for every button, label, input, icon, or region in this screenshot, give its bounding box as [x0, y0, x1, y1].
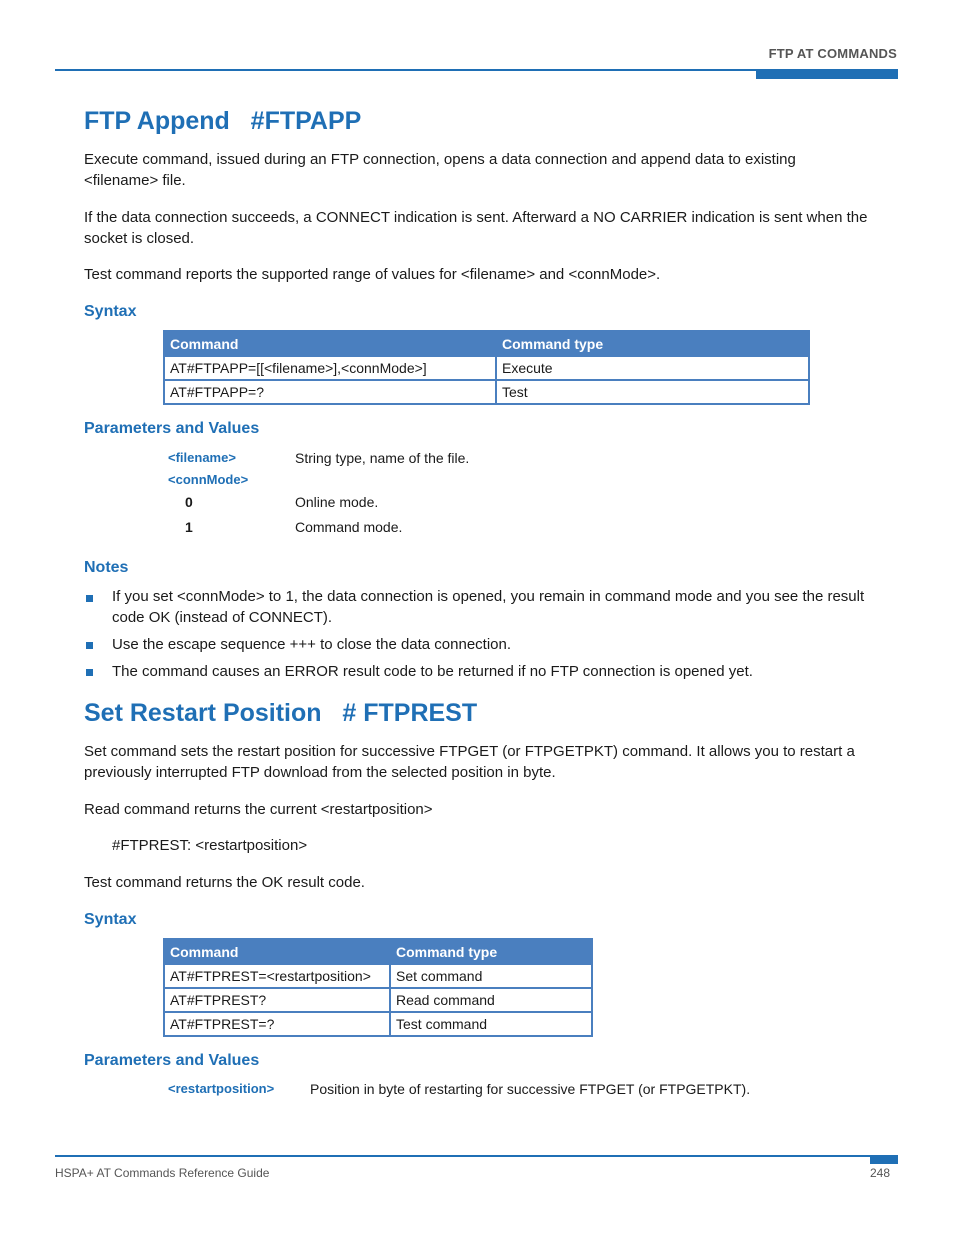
ftpapp-paragraph-2: If the data connection succeeds, a CONNECT indication is sent. Afterward a NO CARRIER indication is sent when the socket is closed. [84, 209, 868, 247]
ftpapp-paragraph-1: Execute command, issued during an FTP connection, opens a data connection and append data to existing <filename> file. [84, 151, 796, 189]
footer-accent-block [870, 1155, 898, 1164]
table-cell: Set command [390, 964, 592, 988]
ftprest-paragraph-1: Set command sets the restart position for successive FTPGET (or FTPGETPKT) command. It allows you to restart a previously interrupted FTP download from the selected position in byte. [84, 743, 855, 781]
footer-doc-title: HSPA+ AT Commands Reference Guide [55, 1166, 270, 1180]
ftprest-paragraph-2: Read command returns the current <restartposition> [84, 801, 433, 818]
table-header-row [164, 331, 809, 356]
table-cell: AT#FTPREST? [164, 988, 390, 1012]
table-cell: AT#FTPAPP=[[<filename>],<connMode>] [164, 356, 496, 380]
table-header-row [164, 939, 592, 964]
ftprest-syntax-table [163, 938, 593, 1037]
table-cell: Execute [496, 356, 809, 380]
table-cell: AT#FTPREST=<restartposition> [164, 964, 390, 988]
table-cell: Read command [390, 988, 592, 1012]
note-item: Use the escape sequence +++ to close the data connection. [112, 636, 512, 653]
param-value-desc: Command mode. [295, 519, 403, 535]
ftpapp-notes-heading: Notes [84, 559, 129, 576]
table-cell: Test [496, 380, 809, 404]
table-row [164, 988, 592, 1012]
param-name-connmode: <connMode> [168, 472, 249, 487]
param-desc-restartposition: Position in byte of restarting for successive FTPGET (or FTPGETPKT). [310, 1081, 751, 1097]
note-item: The command causes an ERROR result code to be returned if no FTP connection is opened yet. [112, 663, 753, 680]
table-row [164, 380, 809, 404]
param-value: 1 [185, 519, 193, 535]
note-item: If you set <connMode> to 1, the data connection is opened, you remain in command mode and you see the result code OK (instead of CONNECT). [112, 588, 865, 626]
ftpapp-syntax-heading: Syntax [84, 303, 137, 320]
param-name-filename: <filename> [168, 450, 236, 465]
ftpapp-paragraph-3: Test command reports the supported range of values for <filename> and <connMode>. [84, 266, 661, 283]
table-cell: Test command [390, 1012, 592, 1036]
param-value-desc: Online mode. [295, 494, 379, 510]
header-accent-block [756, 69, 898, 79]
ftprest-paragraph-3: Test command returns the OK result code. [84, 874, 365, 891]
table-cell: AT#FTPAPP=? [164, 380, 496, 404]
table-header-cell: Command type [496, 331, 809, 356]
running-header: FTP AT COMMANDS [768, 46, 897, 61]
section-title-ftpapp: FTP Append #FTPAPP [84, 107, 362, 135]
footer-rule [55, 1155, 898, 1157]
param-value: 0 [185, 494, 193, 510]
param-desc-filename: String type, name of the file. [295, 450, 470, 466]
table-header-cell: Command type [390, 939, 592, 964]
ftpapp-syntax-table [163, 330, 810, 405]
ftprest-params-heading: Parameters and Values [84, 1052, 260, 1069]
bullet-icon [86, 595, 93, 602]
ftpapp-params-heading: Parameters and Values [84, 420, 260, 437]
ftprest-response-format: #FTPREST: <restartposition> [112, 837, 308, 854]
table-header-cell: Command [164, 331, 496, 356]
page-number: 248 [870, 1166, 891, 1180]
param-name-restartposition: <restartposition> [168, 1081, 275, 1096]
bullet-icon [86, 669, 93, 676]
section-title-ftprest: Set Restart Position # FTPREST [84, 699, 478, 727]
table-cell: AT#FTPREST=? [164, 1012, 390, 1036]
table-row [164, 1012, 592, 1036]
table-row [164, 964, 592, 988]
bullet-icon [86, 642, 93, 649]
table-row [164, 356, 809, 380]
ftprest-syntax-heading: Syntax [84, 911, 137, 928]
table-header-cell: Command [164, 939, 390, 964]
